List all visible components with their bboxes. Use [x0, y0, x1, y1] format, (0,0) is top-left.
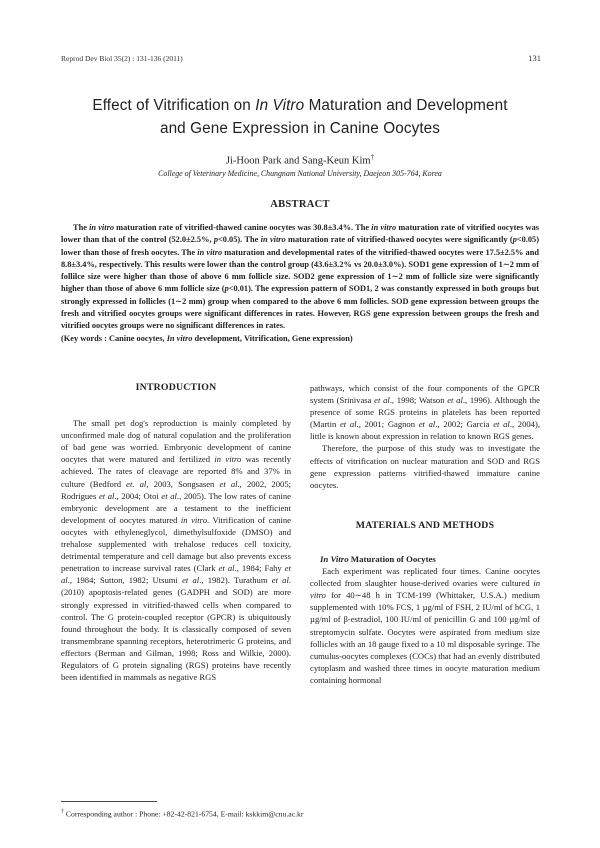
title-line1-a: Effect of Vitrification on	[92, 97, 256, 114]
intro-italic: et al	[182, 575, 200, 586]
intro-italic: et. al	[126, 478, 147, 489]
intro-italic: et al	[98, 490, 115, 501]
right-italic: et al	[447, 395, 463, 406]
abstract-heading: ABSTRACT	[270, 199, 330, 210]
intro-text: The small pet dog's reproduction is mainly completed by unconfirmed male dog of natural copulation and the proliferation of bad gene was worried. Embryonic development of canine oocytes that were matured and fertilized	[61, 418, 291, 465]
footnote-text: Corresponding author : Phone: +82-42-821-6754, E-mail: kskkim@cnu.ac.kr	[64, 809, 304, 819]
title-line1-italic: In Vitro	[255, 97, 305, 114]
intro-text: , 2003, Songsasen	[146, 478, 220, 489]
keywords-b: development, Vitrification, Gene expression)	[192, 333, 353, 343]
methods-paragraph	[310, 565, 540, 686]
intro-italic: et al	[271, 575, 289, 586]
abstract-text: maturation and developmental rates of the vitrified-thawed oocytes were 17.5±2.5% and 8.8±3.4%, respectively. This results were lower than the control group (43.6±3.2% vs 20.0±3.0%). SOD1 gene expression of 1∼2 mm of follilce size were higher than those of above 6 mm follicle size. SOD2 gene expression of 1∼2 mm of follicle size were significantly higher than those of above 6 mm follicle size (	[61, 247, 540, 294]
article-title	[40, 94, 560, 140]
right-italic: et al	[339, 419, 357, 430]
running-head: Reprod Dev Biol 35(2) : 131-136 (2011)	[61, 54, 183, 63]
corresponding-mark: †	[370, 153, 375, 161]
intro-italic: et al	[161, 490, 177, 501]
footnote-divider	[61, 801, 157, 802]
intro-text: ., 2002, 2005; Rodrigues	[61, 478, 292, 501]
intro-italic: in vitro	[180, 514, 207, 525]
abstract-text: <0.01). The expression pattern of SOD1, 2 was constantly expressed in both groups but strongly expressed in follicles (1∼2 mm) group when compared to the above 6 mm follicles. SOD gene expression between groups the fresh and vitrified oocytes groups were significant differences in rates. However, RGS gene expression between groups the fresh and vitrified oocytes groups were no significant differences in rates.	[61, 284, 540, 331]
introduction-heading: INTRODUCTION	[135, 382, 217, 393]
methods-text: for 40∼48 h in TCM-199 (Whittaker, U.S.A.) medium supplemented with 10% FCS, 1 µg/ml of FSH, 2 IU/ml of hCG, 1 µg/ml of β-estradiol, 100 IU/ml of penicillin G and 100 µg/ml of streptomycin sulfate. Oocytes were aspirated from medium size follicles with an 18 gauge fixed to a 10 ml disposable syringe. The cumulus-oocytes complexes (COCs) that had an evenly distributed cytoplasm and washed three times in oocyte maturation medium containing hormonal	[310, 590, 540, 685]
intro-text: ., 2005). The low rates of canine embryonic development are a testament to the inefficient development of oocytes matured	[61, 490, 291, 525]
intro-text: ., 1984; Sutton, 1982; Utsumi	[67, 575, 183, 586]
corresponding-author-footnote	[61, 809, 303, 819]
left-column	[61, 382, 291, 683]
intro-text: ., 2004; Otoi	[114, 490, 162, 501]
abstract-text: <0.05). The	[218, 235, 261, 245]
intro-italic: et al	[218, 563, 235, 574]
intro-italic: et al	[61, 563, 291, 586]
intro-text: ., 1982). Turathum	[199, 575, 272, 586]
keywords-a: (Key words : Canine oocytes,	[61, 333, 167, 343]
title-line1-b: Maturation and Development	[304, 97, 508, 114]
abstract-italic: in vitro	[89, 223, 114, 232]
abstract-text: maturation rate of vitrified-thawed canine oocytes was 30.8±3.4%. The	[114, 223, 372, 232]
abstract-text: <0.05) lower than those of fresh oocytes. The	[61, 235, 540, 257]
right-paragraph	[310, 382, 540, 442]
author-list	[40, 153, 560, 167]
footnote-mark: †	[61, 809, 64, 815]
abstract-italic: p	[512, 235, 517, 245]
abstract-italic: in vitro	[371, 223, 397, 232]
affiliation: College of Veterinary Medicine, Chungnam National University, Daejeon 305-764, Korea	[158, 169, 442, 178]
methods-subheading	[310, 553, 540, 565]
author-names: Ji-Hoon Park and Sang-Keun Kim	[225, 155, 371, 167]
keywords	[61, 334, 353, 343]
abstract-text: The	[73, 223, 90, 232]
intro-text: . (2010) apoptosis-related genes (GADPH and SOD) are more strongly expressed in vitrified-thawed cells when compared to control. The G protein-coupled receptor (GPCR) is ubiquitously found throughout the body. It is classically composed of seven transmembrane spanning receptors, heterotrimeric G proteins, and effectors (Berman and Gilman, 1998; Ross and Wilkie, 2000). Regulators of G protein signaling (RGS) proteins have recently been identified in mammals as negative RGS	[61, 575, 292, 683]
intro-text: . Vitrification of canine oocytes with ethyleneglycol, dimethylsulfoxide (DMSO) and trehalose supplemented with trehalose reduces cell toxicity, detrimental temperature and cell damage but also prevents excess penetration to increase survival rates (Clark	[61, 514, 291, 574]
abstract-italic: in vitro	[260, 235, 286, 245]
intro-text: was recently achieved. The rates of cleavage are reported 8% and 37% in culture (Bedford	[61, 454, 291, 489]
methods-text: Each experiment was replicated four times. Canine oocytes collected from slaughter house-derived ovaries were cultured	[310, 566, 540, 589]
abstract-text: maturation rate of vitrified-thawed oocytes were significantly (	[285, 235, 513, 245]
page-number: 131	[528, 53, 541, 63]
right-text: ., 1996). Although the presence of some RGS proteins in platelets has been reported (Martin	[310, 395, 540, 430]
abstract-body	[61, 222, 539, 345]
abstract-text: maturation rate of vitrified oocytes was lower than that of the control (52.0±2.5%,	[61, 223, 539, 245]
intro-italic: et al	[219, 478, 238, 489]
methods-heading: MATERIALS AND METHODS	[355, 519, 495, 531]
introduction-paragraph	[61, 417, 291, 683]
title-line2: and Gene Expression in Canine Oocytes	[159, 120, 441, 137]
right-text: ., 2002; Garcia	[435, 419, 494, 430]
intro-text: ., 1984; Fahy	[234, 563, 285, 574]
right-text: ., 1998; Watson	[389, 395, 448, 406]
methods-italic: in vitro	[310, 578, 540, 601]
abstract-italic: p	[213, 235, 219, 245]
right-italic: et al	[418, 419, 436, 430]
right-italic: et al	[374, 395, 390, 406]
subheading-text: Maturation of Oocytes	[348, 553, 436, 564]
purpose-paragraph: Therefore, the purpose of this study was to investigate the effects of vitrification on nuclear maturation and SOD and RGS gene expression patterns vitrified-thawed immature canine oocytes.	[310, 443, 540, 490]
abstract-italic: p	[224, 284, 229, 294]
subheading-italic: In Vitro	[320, 553, 349, 564]
right-italic: et al	[493, 419, 510, 430]
abstract-italic: in vitro	[197, 247, 223, 257]
intro-italic: in vitro	[214, 454, 242, 465]
right-text: ., 2004), little is known about expression in relation to known RGS genes.	[310, 419, 540, 442]
right-column	[310, 382, 540, 686]
keywords-italic: In vitro	[166, 333, 193, 343]
right-text: pathways, which consist of the four components of the GPCR system (Srinivasa	[310, 383, 540, 406]
right-text: ., 2001; Gagnon	[356, 419, 419, 430]
